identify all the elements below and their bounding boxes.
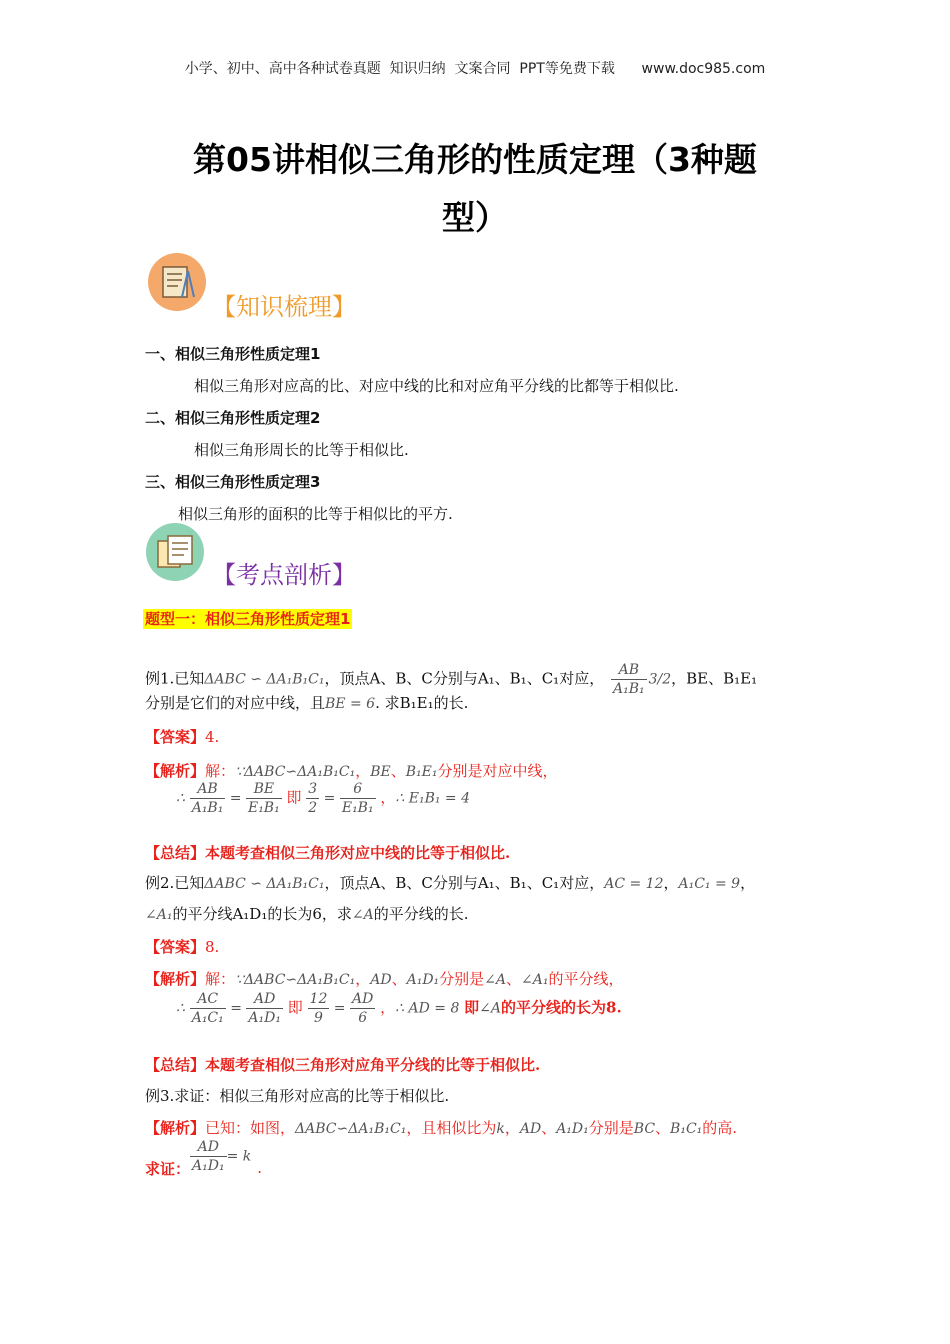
ex3-prove-eq: = k [226,1148,252,1165]
ex2-eq-f4n: AD [352,991,374,1007]
ex1-q-be: BE = 6 [325,696,376,712]
ex1-q-triangles: ΔABC ∽ ΔA₁B₁C₁ [204,671,325,688]
ex1-sol-b: ∵ΔABC∽ΔA₁B₁C₁ [235,764,356,780]
ex1-summary-text: 本题考查相似三角形对应中线的比等于相似比. [205,844,511,862]
ex1-q-end: ，BE、B₁E₁ [671,669,758,688]
ex3-sol-d: ， [504,1119,520,1137]
ex3-sol-i: BC [633,1121,656,1137]
ex2-eq-frac4 [350,990,375,1027]
ex2-q-a1c1: A₁C₁ = 9 [678,876,741,892]
ex1-eq-result: ∴ E₁B₁ = 4 [395,790,471,807]
type-1-label [143,608,352,629]
banner-text: 小学、初中、高中各种试卷真题 知识归纳 文案合同 PPT等免费下载 [184,61,615,77]
ex2-sol-h: ∠A [484,972,507,988]
ex3-sol-h: 分别是 [588,1119,634,1137]
section-analysis-heading: 【考点剖析】 [212,561,356,589]
ex2-eq-f1d: A₁C₁ [191,1010,224,1026]
ex1-q-line2b: . 求B₁E₁的长. [375,694,469,712]
ex2-q-triangles: ΔABC ∽ ΔA₁B₁C₁ [204,876,325,892]
ex3-prove-fd: A₁D₁ [192,1158,225,1174]
ex1-question-line2 [145,692,468,713]
ex1-q-prefix: 例1.已知 [145,669,205,688]
ex1-sol-a: 解： [205,762,236,780]
ex3-prove-end: . [257,1158,263,1177]
ex2-q-mid: ，顶点A、B、C分别与A₁、B₁、C₁对应， [324,874,605,892]
ex1-sum-label: 【总结】 [145,844,206,862]
ex2-q-line2: 的平分线A₁D₁的长为6，求 [172,905,352,923]
theorem-1-body: 相似三角形对应高的比、对应中线的比和对应角平分线的比都等于相似比. [194,377,679,395]
ex2-eq-ji: 即 [287,998,303,1017]
ex3-prove-frac [190,1138,227,1175]
ex1-solution-line1 [145,760,558,781]
ex1-equation: ∴ $\frac{AB}{\text{A₁B₁}}$ = $\frac{BE}{\text{E₁B₁}}$ 即 $\frac{3}{2}$ = $\frac{6}{\text{E₁B₁}}$ ，∴ E₁B₁ = 4 [176,781,471,816]
ex2-eq-f2d: A₁D₁ [248,1010,281,1026]
ex1-eq-f3d: 2 [308,800,318,816]
ex2-q-ac: AC = 12 [604,876,664,892]
ex1-sol-d: BE [370,764,391,780]
page-title-line1: 第05讲相似三角形的性质定理（3种题 [193,140,757,179]
ex3-question: 例3.求证：相似三角形对应高的比等于相似比. [145,1087,450,1105]
ex2-eq-f1n: AC [190,990,226,1009]
ex2-sol-j: ∠A₁ [521,972,549,988]
ex1-eq-frac2 [246,780,282,817]
ex2-q-end: ， [740,874,756,892]
ex1-q-line2a: 分别是它们的对应中线，且 [145,694,326,712]
ex3-sol-a: 已知：如图， [205,1119,296,1137]
ex2-eq-tail-angle: ∠A [479,1000,502,1017]
ex2-sol-i: 、 [506,970,522,988]
ex1-eq-f3n: 3 [308,781,318,797]
ex2-sol-e: 、 [391,970,407,988]
ex3-sol-c: ，且相似比为 [406,1119,497,1137]
type-1-label-text: 题型一：相似三角形性质定理1 [145,610,351,628]
ex3-sol-e: AD [519,1121,542,1137]
ex3-sol-m: 的高. [702,1119,738,1137]
ex3-sol-j: 、 [655,1119,671,1137]
ex2-q-angle2: ∠A [351,907,374,923]
ex2-answer-value: 8. [205,938,220,956]
ex1-answer-value: 4. [205,728,220,746]
notebook-compass-icon [148,253,206,311]
ex1-sol-f: B₁E₁ [405,764,438,780]
ex1-answer-label: 【答案】 [145,728,206,746]
ex2-eq-therefore: ∴ [176,1000,185,1017]
ex2-eq-tail2: 的平分线的长为8. [501,998,622,1017]
ex2-eq-f3d: 9 [313,1010,323,1026]
ex1-frac-num: AB [611,661,647,680]
ex2-q-angle: ∠A₁ [145,907,173,923]
section-knowledge-heading: 【知识梳理】 [212,293,356,321]
ex1-frac-value: 3/2 [648,671,672,688]
ex2-sol-a: 解： [205,970,236,988]
ex2-answer-label: 【答案】 [145,938,206,956]
ex2-eq-result: ∴ AD = 8 [395,1000,460,1017]
ex2-question-line2 [145,903,469,924]
ex2-equation: ∴ $\frac{AC}{\text{A₁C₁}}$ = $\frac{AD}{\text{A₁D₁}}$ 即 $\frac{12}{9}$ = $\frac{AD}{6}$ ，∴ AD = 8 即∠A的平分线的长为8. [176,991,622,1026]
ex2-sol-k: 的平分线， [548,970,624,988]
ex3-prove-fn: AD [190,1138,227,1157]
ex1-eq-frac4 [340,780,376,817]
ex2-sol-label: 【解析】 [145,970,206,988]
ex1-eq-ji: 即 [286,788,302,807]
ex2-question-line1 [145,872,755,893]
ex2-summary [145,1054,540,1075]
ex1-sol-label: 【解析】 [145,762,206,780]
ex2-sol-g: 分别是 [439,970,485,988]
ex2-sum-label: 【总结】 [145,1056,206,1074]
ex3-sol-k: k [496,1121,505,1137]
ex1-sol-e: 、 [390,762,406,780]
ex3-sol-f: 、 [541,1119,557,1137]
ex1-eq-f2d: E₁B₁ [247,800,280,816]
ex1-eq-f1d: A₁B₁ [191,800,224,816]
ex2-q-sep: ， [663,874,679,892]
theorem-3-heading: 三、相似三角形性质定理3 [145,473,321,491]
ex2-answer [145,936,219,957]
ex1-eq-f4n: 6 [340,780,376,799]
ex1-sol-c: ， [355,762,371,780]
ex2-sol-f: A₁D₁ [406,972,440,988]
ex1-summary [145,842,510,863]
ex2-eq-frac1 [190,990,226,1027]
ex2-summary-text: 本题考查相似三角形对应角平分线的比等于相似比. [205,1056,541,1074]
ex2-q-prefix: 例2.已知 [145,874,205,892]
documents-icon [146,523,204,581]
ex2-eq-f4d: 6 [358,1010,368,1026]
ex2-sol-c: ， [355,970,371,988]
ex1-eq-f4d: E₁B₁ [341,800,374,816]
ex2-sol-b: ∵ΔABC∽ΔA₁B₁C₁ [235,972,356,988]
theorem-2-body: 相似三角形周长的比等于相似比. [194,441,409,459]
ex1-eq-f2n: BE [246,780,282,799]
theorem-3-body: 相似三角形的面积的比等于相似比的平方. [178,505,453,523]
ex3-prove [145,1138,263,1178]
ex1-frac-den: A₁B₁ [612,681,645,697]
ex1-q-mid: ，顶点A、B、C分别与A₁、B₁、C₁对应， [324,669,605,688]
ex2-eq-f2n: AD [246,990,283,1009]
ex2-q-line2b: 的平分线的长. [373,905,469,923]
ex2-eq-comma: ， [380,998,396,1017]
ex1-eq-therefore: ∴ [176,790,185,807]
ex1-eq-comma: ， [380,788,396,807]
ex1-eq-f1n: AB [190,780,226,799]
theorem-2-heading: 二、相似三角形性质定理2 [145,409,321,427]
ex3-sol-l: B₁C₁ [670,1121,703,1137]
ex2-eq-f3n: 12 [309,991,328,1007]
page-title-line2: 型） [442,198,508,237]
header-banner [0,58,950,78]
ex3-sol-g: A₁D₁ [556,1121,589,1137]
ex2-eq-frac3 [308,990,330,1027]
ex1-sol-g: 分别是对应中线， [437,762,558,780]
ex2-eq-frac2 [246,990,283,1027]
ex1-ratio-fraction [611,661,647,698]
ex1-eq-frac3 [306,780,319,817]
ex1-answer [145,726,219,747]
banner-url[interactable]: www.doc985.com [641,61,766,77]
ex3-solution-line1 [145,1117,737,1138]
ex2-sol-d: AD [370,972,392,988]
ex3-prove-label: 求证： [145,1160,191,1178]
ex2-eq-tail1: 即 [464,998,480,1017]
theorem-1-heading: 一、相似三角形性质定理1 [145,345,321,363]
ex2-solution-line1 [145,968,624,989]
ex3-sol-b: ΔABC∽ΔA₁B₁C₁ [295,1121,407,1137]
ex3-sol-label: 【解析】 [145,1119,206,1137]
ex1-eq-frac1 [190,780,226,817]
